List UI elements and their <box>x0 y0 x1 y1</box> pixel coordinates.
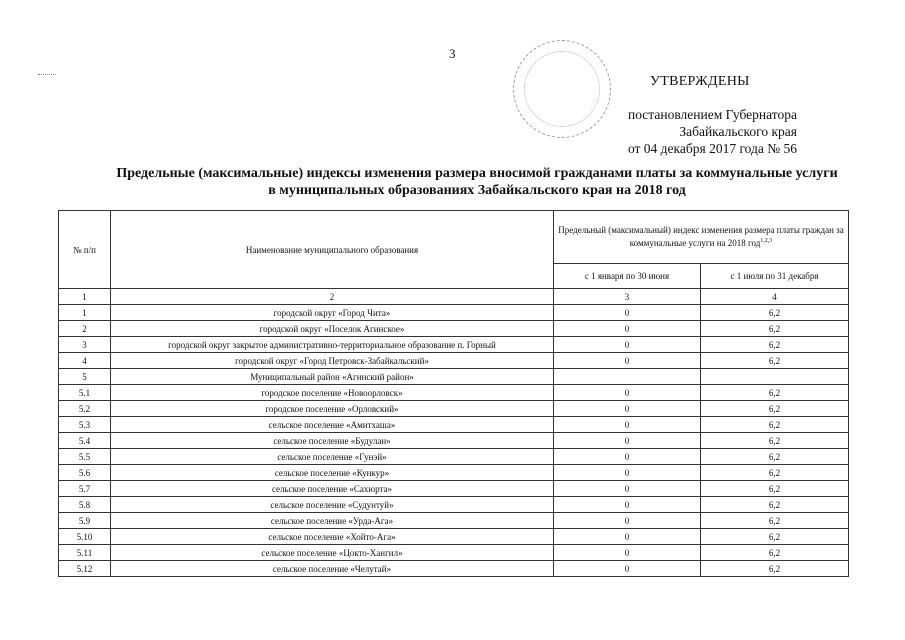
table-row <box>59 545 849 561</box>
cell-second-half: 6,2 <box>701 513 849 529</box>
cell-first-half: 0 <box>554 465 701 481</box>
cell-second-half: 6,2 <box>701 481 849 497</box>
approved-label: УТВЕРЖДЕНЫ <box>650 74 750 89</box>
decree-line: постановлением Губернатора <box>628 107 797 122</box>
page-number: 3 <box>449 46 456 61</box>
cell-first-half: 0 <box>554 433 701 449</box>
cell-second-half: 6,2 <box>701 401 849 417</box>
table-row <box>59 497 849 513</box>
cell-num: 5.3 <box>59 417 111 433</box>
approval-decree <box>628 106 797 157</box>
cell-name: городское поселение «Новоорловск» <box>111 385 554 401</box>
column-numbers-row <box>59 289 849 305</box>
table-row <box>59 513 849 529</box>
header-index-footnote: 1,2,3 <box>760 238 773 244</box>
document-title: Предельные (максимальные) индексы изменения размера вносимой гражданами платы за коммунальные услуги в муниципальных образованиях Забайкальского края на 2018 год <box>116 166 838 198</box>
cell-num: 2 <box>59 321 111 337</box>
cell-num: 1 <box>59 305 111 321</box>
cell-second-half: 6,2 <box>701 497 849 513</box>
cell-num: 5.11 <box>59 545 111 561</box>
cell-name: Муниципальный район «Агинский район» <box>111 369 554 385</box>
cell-second-half: 6,2 <box>701 529 849 545</box>
cell-num: 5.4 <box>59 433 111 449</box>
cell-second-half: 6,2 <box>701 353 849 369</box>
table-row <box>59 321 849 337</box>
table-row <box>59 337 849 353</box>
table-row <box>59 449 849 465</box>
header-name: Наименование муниципального образования <box>111 211 554 289</box>
header-num: № п/п <box>59 211 111 289</box>
cell-first-half: 0 <box>554 417 701 433</box>
cell-name: городской округ «Город Чита» <box>111 305 554 321</box>
cell-first-half: 0 <box>554 321 701 337</box>
official-seal <box>513 40 611 138</box>
cell-num: 4 <box>59 353 111 369</box>
cell-first-half <box>554 369 701 385</box>
cell-second-half: 6,2 <box>701 545 849 561</box>
cell-second-half: 6,2 <box>701 385 849 401</box>
cell-num: 5 <box>59 369 111 385</box>
cell-name: сельское поселение «Сахюрта» <box>111 481 554 497</box>
cell-name: городской округ закрытое административно-территориальное образование п. Горный <box>111 337 554 353</box>
decree-line: от 04 декабря 2017 года № 56 <box>627 141 797 156</box>
cell-name: сельское поселение «Судунтуй» <box>111 497 554 513</box>
header-index-text: Предельный (максимальный) индекс изменения размера платы граждан за коммунальные услуги на 2018 год <box>558 225 844 248</box>
cell-name: сельское поселение «Гунэй» <box>111 449 554 465</box>
cell-num: 5.7 <box>59 481 111 497</box>
cell-second-half: 6,2 <box>701 337 849 353</box>
table-row <box>59 369 849 385</box>
column-number: 2 <box>111 289 554 305</box>
column-number: 3 <box>554 289 701 305</box>
cell-first-half: 0 <box>554 337 701 353</box>
cell-num: 5.8 <box>59 497 111 513</box>
cell-first-half: 0 <box>554 305 701 321</box>
cell-name: городское поселение «Орловский» <box>111 401 554 417</box>
cell-first-half: 0 <box>554 545 701 561</box>
cell-num: 5.9 <box>59 513 111 529</box>
cell-name: сельское поселение «Урда-Ага» <box>111 513 554 529</box>
header-index <box>554 211 849 264</box>
column-number: 4 <box>701 289 849 305</box>
cell-first-half: 0 <box>554 353 701 369</box>
cell-first-half: 0 <box>554 529 701 545</box>
cell-name: сельское поселение «Челутай» <box>111 561 554 577</box>
table-row <box>59 385 849 401</box>
table-row <box>59 481 849 497</box>
cell-name: сельское поселение «Кункур» <box>111 465 554 481</box>
scan-mark <box>38 74 56 75</box>
cell-first-half: 0 <box>554 497 701 513</box>
cell-first-half: 0 <box>554 513 701 529</box>
cell-second-half: 6,2 <box>701 305 849 321</box>
cell-num: 5.6 <box>59 465 111 481</box>
table-row <box>59 401 849 417</box>
cell-first-half: 0 <box>554 385 701 401</box>
cell-second-half: 6,2 <box>701 433 849 449</box>
cell-second-half: 6,2 <box>701 321 849 337</box>
cell-first-half: 0 <box>554 481 701 497</box>
cell-second-half: 6,2 <box>701 417 849 433</box>
cell-name: городской округ «Поселок Агинское» <box>111 321 554 337</box>
cell-second-half: 6,2 <box>701 465 849 481</box>
table-row <box>59 529 849 545</box>
cell-num: 5.1 <box>59 385 111 401</box>
cell-name: сельское поселение «Амитхаша» <box>111 417 554 433</box>
table-row <box>59 561 849 577</box>
table-row <box>59 353 849 369</box>
table-row <box>59 465 849 481</box>
cell-num: 5.12 <box>59 561 111 577</box>
cell-num: 3 <box>59 337 111 353</box>
cell-second-half: 6,2 <box>701 449 849 465</box>
column-number: 1 <box>59 289 111 305</box>
cell-name: городской округ «Город Петровск-Забайкальский» <box>111 353 554 369</box>
decree-line: Забайкальского края <box>679 124 797 139</box>
cell-second-half: 6,2 <box>701 561 849 577</box>
table-row <box>59 433 849 449</box>
cell-name: сельское поселение «Цокто-Хангил» <box>111 545 554 561</box>
cell-num: 5.10 <box>59 529 111 545</box>
cell-second-half <box>701 369 849 385</box>
cell-first-half: 0 <box>554 449 701 465</box>
table-row <box>59 305 849 321</box>
table-row <box>59 417 849 433</box>
cell-first-half: 0 <box>554 401 701 417</box>
cell-name: сельское поселение «Будулан» <box>111 433 554 449</box>
index-table <box>58 210 849 577</box>
cell-num: 5.2 <box>59 401 111 417</box>
header-period-2: с 1 июля по 31 декабря <box>701 264 849 289</box>
cell-name: сельское поселение «Хойто-Ага» <box>111 529 554 545</box>
cell-num: 5.5 <box>59 449 111 465</box>
header-period-1: с 1 января по 30 июня <box>554 264 701 289</box>
cell-first-half: 0 <box>554 561 701 577</box>
